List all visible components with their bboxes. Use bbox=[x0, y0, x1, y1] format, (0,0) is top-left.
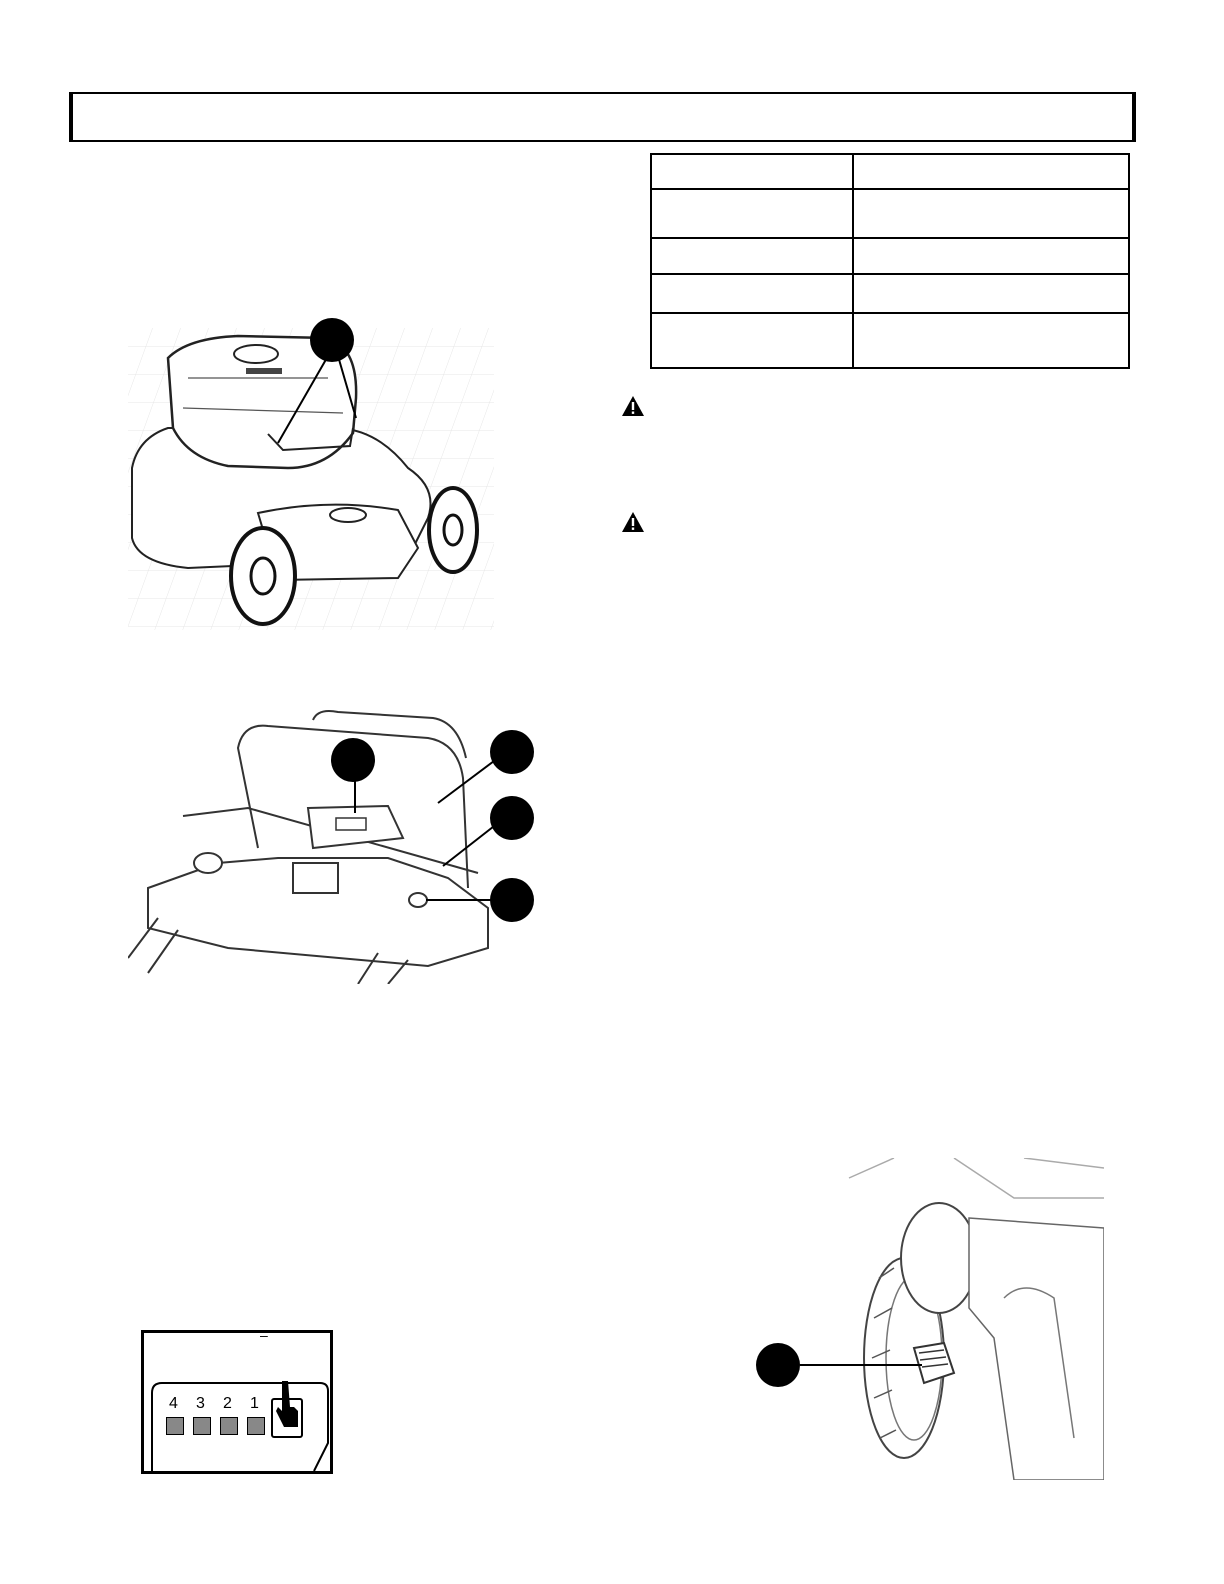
table-row bbox=[651, 238, 1129, 275]
warning-triangle-icon bbox=[621, 511, 645, 533]
section-title-bar bbox=[69, 92, 1136, 142]
table-cell bbox=[853, 274, 1129, 313]
callout-marker bbox=[490, 730, 534, 774]
table-row bbox=[651, 313, 1129, 368]
table-cell bbox=[651, 189, 853, 238]
gauge-level-label: 4 bbox=[169, 1395, 178, 1412]
callout-marker bbox=[490, 878, 534, 922]
table-cell bbox=[853, 238, 1129, 275]
table-cell bbox=[651, 154, 853, 189]
battery-gauge-figure bbox=[141, 1327, 333, 1474]
mower-front-drawing bbox=[128, 318, 494, 630]
mower-wheel-illustration bbox=[754, 1158, 1104, 1480]
gauge-level-label: 3 bbox=[196, 1395, 205, 1412]
mower-front-illustration bbox=[128, 318, 494, 630]
press-button-icon bbox=[270, 1377, 306, 1439]
table-cell bbox=[651, 274, 853, 313]
table-cell bbox=[651, 238, 853, 275]
gauge-level-label: 1 bbox=[250, 1395, 259, 1412]
gauge-led bbox=[247, 1417, 265, 1435]
table-row bbox=[651, 274, 1129, 313]
gauge-led bbox=[193, 1417, 211, 1435]
gauge-level-label: 2 bbox=[223, 1395, 232, 1412]
table-cell bbox=[651, 313, 853, 368]
callout-marker bbox=[331, 738, 375, 782]
warning-triangle-icon bbox=[621, 395, 645, 417]
gauge-marker: – bbox=[260, 1327, 268, 1343]
gauge-led bbox=[166, 1417, 184, 1435]
table-cell bbox=[853, 189, 1129, 238]
gauge-led bbox=[220, 1417, 238, 1435]
table-row bbox=[651, 154, 1129, 189]
mower-handle-illustration bbox=[128, 708, 538, 984]
table-row bbox=[651, 189, 1129, 238]
callout-marker bbox=[310, 318, 354, 362]
mower-wheel-drawing bbox=[754, 1158, 1104, 1480]
table-cell bbox=[853, 313, 1129, 368]
callout-marker bbox=[490, 796, 534, 840]
spec-table bbox=[650, 153, 1130, 369]
callout-marker bbox=[756, 1343, 800, 1387]
table-cell bbox=[853, 154, 1129, 189]
